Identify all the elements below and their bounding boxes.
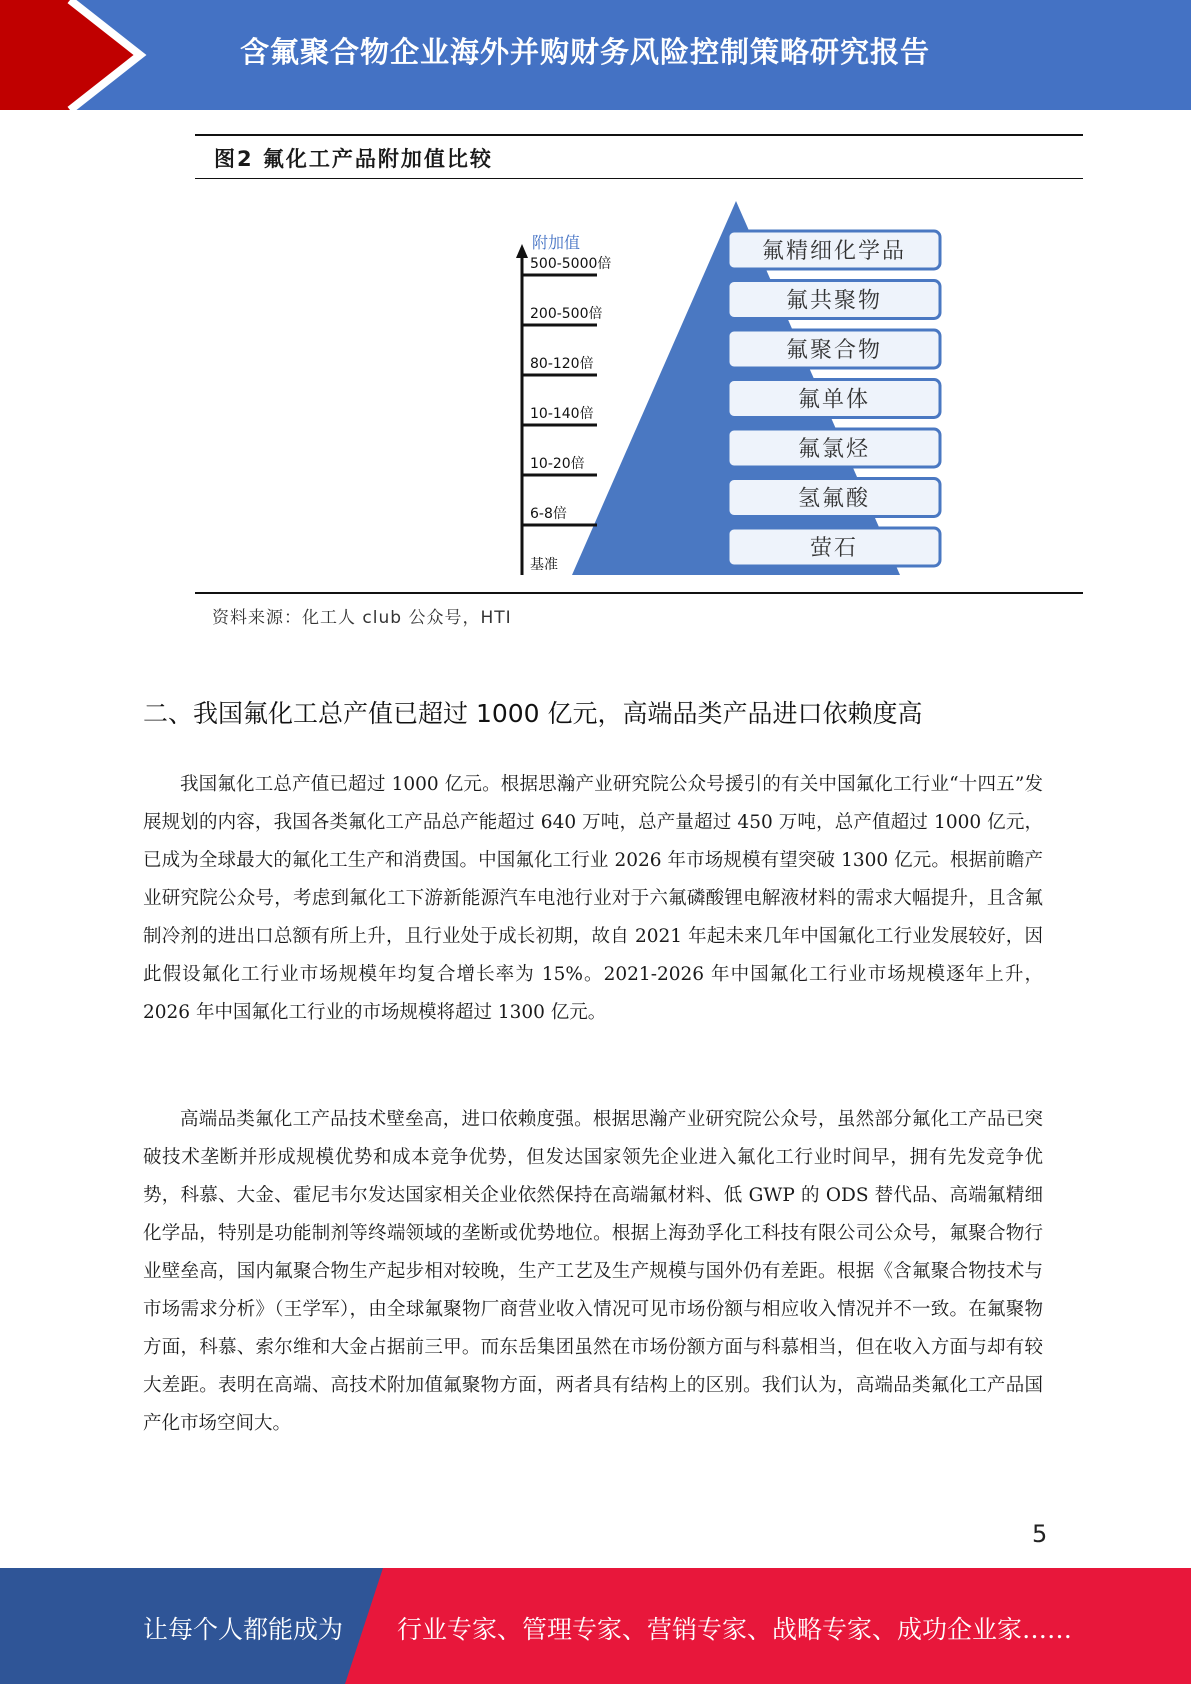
- figure-title: 图2 氟化工产品附加值比较: [214, 147, 493, 171]
- section-heading: 二、我国氟化工总产值已超过 1000 亿元，高端品类产品进口依赖度高: [143, 699, 923, 728]
- page-header: [0, 0, 1191, 110]
- pyramid-tier-label: 氟聚合物: [785, 338, 883, 363]
- level-label: 10-140倍: [530, 406, 594, 422]
- page-number: 5: [1032, 1520, 1048, 1548]
- pyramid-tier-label: 氢氟酸: [797, 486, 871, 512]
- figure-top-rule: [195, 134, 1083, 136]
- figure-source: 资料来源：化工人 club 公众号，HTI: [212, 608, 512, 628]
- pyramid-tier-label: 萤石: [809, 536, 859, 561]
- level-label: 6-8倍: [530, 506, 567, 522]
- page-footer: [0, 1568, 1191, 1684]
- level-label: 80-120倍: [530, 356, 594, 372]
- paragraph-2: 高端品类氟化工产品技术壁垒高，进口依赖度强。根据思瀚产业研究院公众号，虽然部分氟化工产品已突破技术垄断并形成规模优势和成本竞争优势，但发达国家领先企业进入氟化工行业时间早，拥有先发竞争优势，科慕、大金、霍尼韦尔发达国家相关企业依然保持在高端氟材料、低 GWP 的 ODS 替代品、高端氟精细化学品，特别是功能制剂等终端领域的垄断或优势地位。根据上海劲孚化工科技有限公司公众号，氟聚合物行业壁垒高，国内氟聚合物生产起步相对较晚，生产工艺及生产规模与国外仍有差距。根据《含氟聚合物技术与市场需求分析》（王学军），由全球氟聚物厂商营业收入情况可见市场份额与相应收入情况并不一致。在氟聚物方面，科慕、索尔维和大金占据前三甲。而东岳集团虽然在市场份额方面与科慕相当，但在收入方面与却有较大差距。表明在高端、高技术附加值氟聚物方面，两者具有结构上的区别。我们认为，高端品类氟化工产品国产化市场空间大。: [143, 1109, 1043, 1434]
- figure-bottom-rule: [195, 592, 1083, 594]
- pyramid-tier-label: 氟共聚物: [785, 288, 883, 314]
- level-label: 200-500倍: [530, 306, 603, 322]
- value-axis-label: 附加值: [532, 233, 581, 252]
- level-label: 10-20倍: [530, 456, 585, 472]
- value-added-pyramid-diagram: [195, 180, 1083, 592]
- pyramid-tier-label: 氟氯烃: [797, 437, 871, 462]
- footer-slogan-right: 行业专家、管理专家、营销专家、战略专家、成功企业家……: [397, 1615, 1073, 1644]
- figure-title-rule: [195, 178, 1083, 179]
- level-label: 500-5000倍: [530, 256, 612, 272]
- report-title: 含氟聚合物企业海外并购财务风险控制策略研究报告: [240, 35, 931, 69]
- paragraph-1: 我国氟化工总产值已超过 1000 亿元。根据思瀚产业研究院公众号援引的有关中国氟化工行业“十四五”发展规划的内容，我国各类氟化工产品总产能超过 640 万吨，总产量超过 450 万吨，总产值超过 1000 亿元，已成为全球最大的氟化工生产和消费国。中国氟化工行业 2026 年市场规模有望突破 1300 亿元。根据前瞻产业研究院公众号，考虑到氟化工下游新能源汽车电池行业对于六氟磷酸锂电解液材料的需求大幅提升，且含氟制冷剂的进出口总额有所上升，且行业处于成长初期，故自 2021 年起未来几年中国氟化工行业发展较好，因此假设氟化工行业市场规模年均复合增长率为 15%。2021-2026 年中国氟化工行业市场规模逐年上升，2026 年中国氟化工行业的市场规模将超过 1300 亿元。: [143, 774, 1043, 1023]
- level-label: 基准: [530, 557, 558, 573]
- footer-slogan-left: 让每个人都能成为: [143, 1615, 344, 1644]
- pyramid-tier-label: 氟单体: [797, 387, 871, 413]
- value-axis-arrow-icon: [516, 244, 528, 258]
- pyramid-tier-label: 氟精细化学品: [761, 239, 907, 264]
- header-arrow-decoration: [0, 0, 160, 110]
